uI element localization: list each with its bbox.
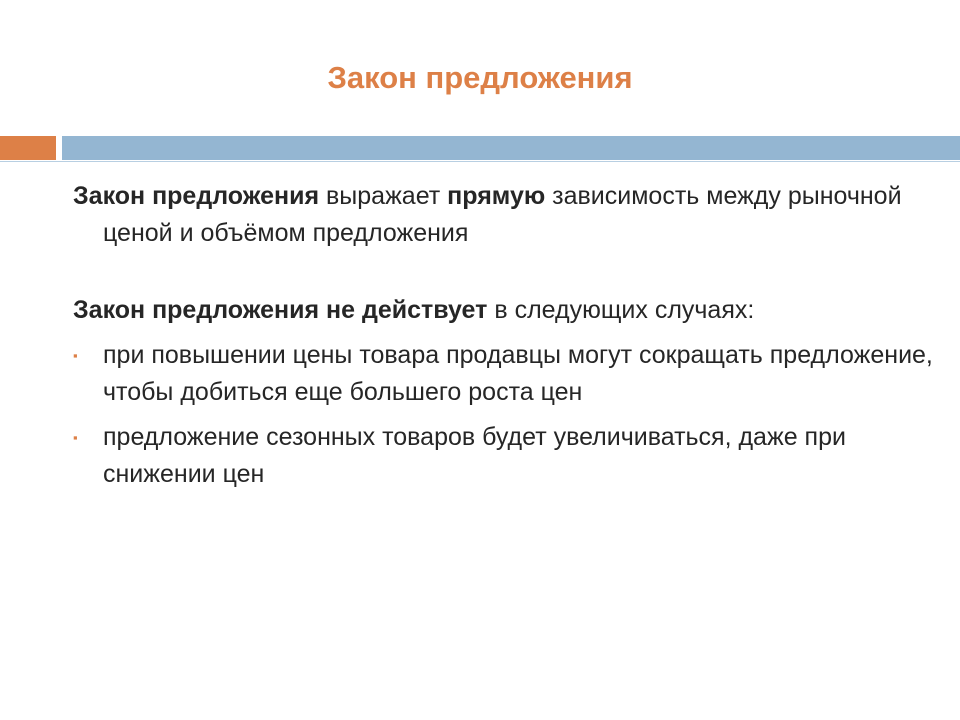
definition-paragraph <box>73 178 933 252</box>
slide-body <box>73 178 933 501</box>
exceptions-text: в следующих случаях: <box>487 296 755 324</box>
square-bullet-icon: ▪ <box>73 430 78 445</box>
definition-bold-word: прямую <box>447 182 546 210</box>
definition-bold-term: Закон предложения <box>73 182 320 210</box>
bullet-item <box>73 419 933 493</box>
definition-text-1: выражает <box>319 182 448 210</box>
divider-line <box>0 161 960 162</box>
exceptions-heading <box>73 292 933 329</box>
bullet-item <box>73 337 933 411</box>
bullet-text: при повышении цены товара продавцы могут сокращать предложение, чтобы добиться еще большего роста цен <box>103 341 933 406</box>
spacer <box>73 252 933 292</box>
accent-bar-blue <box>62 136 960 160</box>
bullet-text: предложение сезонных товаров будет увеличиваться, даже при снижении цен <box>103 423 846 488</box>
exceptions-bold: Закон предложения не действует <box>73 296 488 324</box>
square-bullet-icon: ▪ <box>73 348 78 363</box>
slide-title: Закон предложения <box>327 60 633 95</box>
definition-text-2: зависимость между рыночной ценой и объёмом предложения <box>103 182 902 247</box>
accent-bar-orange <box>0 136 56 160</box>
